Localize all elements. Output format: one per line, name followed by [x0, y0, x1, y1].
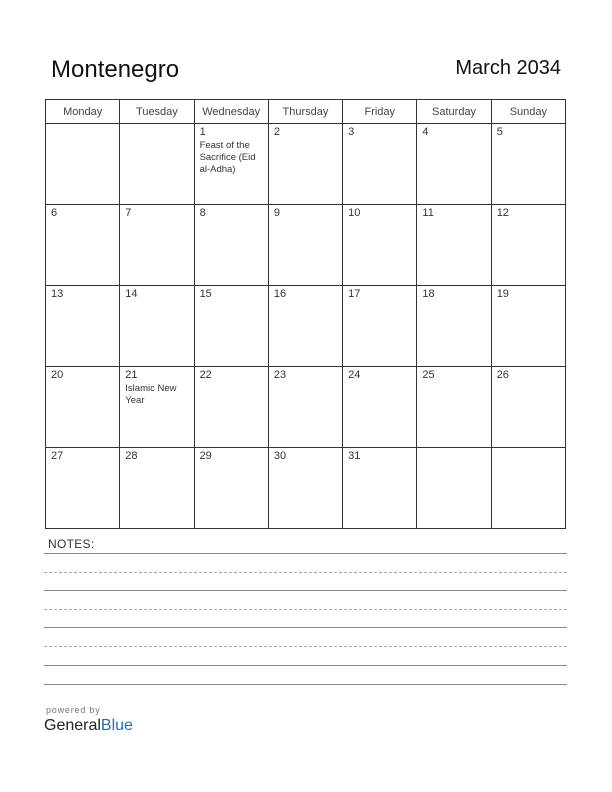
day-cell [194, 124, 268, 205]
day-cell [343, 124, 417, 205]
day-number: 13 [51, 288, 64, 300]
day-number: 31 [348, 450, 361, 462]
day-cell [343, 448, 417, 529]
day-cell [491, 124, 565, 205]
week-row [46, 367, 566, 448]
day-number: 9 [273, 207, 280, 219]
day-cell [268, 286, 342, 367]
day-number: 12 [496, 207, 509, 219]
day-cell [268, 124, 342, 205]
holiday-label: Islamic New Year [125, 383, 177, 406]
week-row [46, 205, 566, 286]
notes-line [44, 627, 567, 628]
day-number: 1 [199, 126, 206, 138]
day-number: 15 [199, 288, 212, 300]
day-number: 21 [125, 369, 138, 381]
notes-line [44, 572, 567, 573]
day-number: 5 [496, 126, 503, 138]
day-number: 22 [199, 369, 212, 381]
day-number: 28 [125, 450, 138, 462]
day-number: 6 [51, 207, 58, 219]
notes-line [44, 684, 567, 685]
day-number: 26 [496, 369, 509, 381]
day-cell [417, 448, 491, 529]
day-cell [491, 286, 565, 367]
holiday-label: Feast of the Sacrifice (Eid al-Adha) [199, 140, 256, 175]
day-number: 27 [51, 450, 64, 462]
day-cell [46, 367, 120, 448]
day-cell [194, 205, 268, 286]
day-number: 19 [496, 288, 509, 300]
day-cell [120, 367, 194, 448]
day-cell [268, 367, 342, 448]
day-number: 2 [273, 126, 280, 138]
day-cell [417, 286, 491, 367]
day-cell [194, 367, 268, 448]
day-number: 14 [125, 288, 138, 300]
notes-line [44, 590, 567, 591]
brand-logo [44, 717, 133, 735]
day-number: 18 [422, 288, 435, 300]
day-cell [120, 124, 194, 205]
day-cell [194, 448, 268, 529]
day-cell [343, 205, 417, 286]
day-cell [343, 367, 417, 448]
week-row [46, 124, 566, 205]
day-number: 7 [125, 207, 132, 219]
brand-blue: Blue [100, 717, 133, 734]
month-year-title: March 2034 [455, 57, 561, 79]
day-cell [46, 448, 120, 529]
day-number: 30 [273, 450, 287, 462]
day-number: 24 [348, 369, 361, 381]
weekday-monday: Monday [46, 100, 120, 124]
country-title: Montenegro [51, 56, 180, 83]
day-cell [268, 205, 342, 286]
notes-line [44, 609, 567, 610]
day-number: 20 [51, 369, 64, 381]
weekday-saturday: Saturday [417, 100, 491, 124]
day-cell [491, 367, 565, 448]
day-number: 11 [422, 207, 434, 219]
day-number: 8 [199, 207, 206, 219]
calendar-grid [45, 99, 566, 529]
notes-line [44, 665, 567, 666]
day-cell [46, 205, 120, 286]
weekday-header-row [46, 100, 566, 124]
day-number: 4 [422, 126, 429, 138]
day-cell [46, 286, 120, 367]
day-number: 23 [273, 369, 287, 381]
day-cell [417, 124, 491, 205]
weekday-sunday: Sunday [491, 100, 565, 124]
day-number: 3 [348, 126, 355, 138]
notes-line [44, 553, 567, 554]
weekday-wednesday: Wednesday [194, 100, 268, 124]
notes-line [44, 646, 567, 647]
notes-label: NOTES: [48, 537, 95, 551]
day-cell [120, 286, 194, 367]
day-number: 29 [199, 450, 212, 462]
day-number: 17 [348, 288, 361, 300]
weekday-tuesday: Tuesday [120, 100, 194, 124]
weekday-friday: Friday [343, 100, 417, 124]
day-cell [120, 205, 194, 286]
week-row [46, 448, 566, 529]
day-number: 16 [273, 288, 287, 300]
day-cell [268, 448, 342, 529]
brand-general: General [44, 717, 101, 734]
day-cell [194, 286, 268, 367]
day-cell [46, 124, 120, 205]
day-cell [343, 286, 417, 367]
day-cell [417, 367, 491, 448]
week-row [46, 286, 566, 367]
day-cell [491, 205, 565, 286]
day-cell [120, 448, 194, 529]
day-number: 10 [348, 207, 361, 219]
day-cell [491, 448, 565, 529]
powered-by-text: powered by [46, 705, 101, 715]
weekday-thursday: Thursday [268, 100, 342, 124]
day-number: 25 [422, 369, 435, 381]
day-cell [417, 205, 491, 286]
